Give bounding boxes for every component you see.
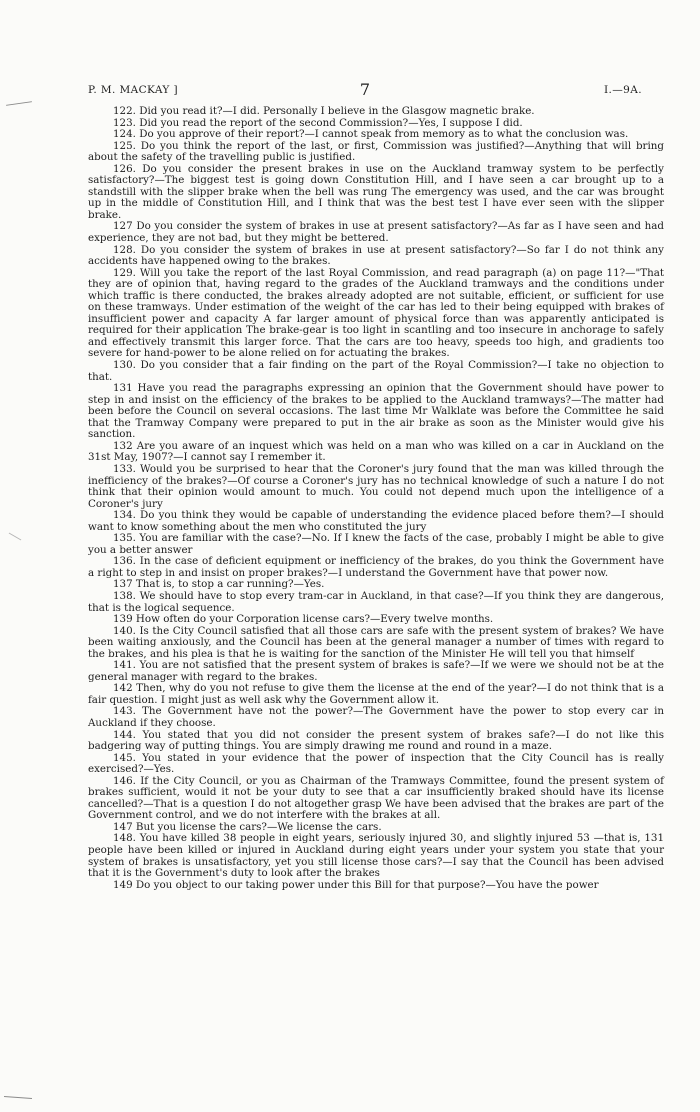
question-127: 127 Do you consider the system of brakes in use at present satisfactory?—As far as I have seen and had experience, they are not bad, but they might be bettered. [88, 220, 664, 245]
question-137: 137 That is, to stop a car running?—Yes. [113, 578, 325, 591]
margin-mark [4, 1096, 32, 1099]
question-126: 126. Do you consider the present brakes in use on the Auckland tramway system to be perfectly satisfactory?—The biggest test is going down Constitution Hill, and I have seen a car brought up to a standstill with the slipper brake when the bell was rung The emergency was used, and the car was brought up in the middle of Constitution Hill, and I think that was the best test I have ever seen with the slipper brake. [88, 162, 664, 221]
page-number: 7 [359, 80, 371, 99]
question-124: 124. Do you approve of their report?—I cannot speak from memory as to what the conclusion was. [113, 128, 629, 141]
question-123: 123. Did you read the report of the second Commission?—Yes, I suppose I did. [113, 116, 523, 129]
testimony-body [88, 106, 664, 891]
question-132: 132 Are you aware of an inquest which was held on a man who was killed on a car in Auckland on the 31st May, 1907?—I cannot say I remember it. [88, 439, 664, 464]
question-122: 122. Did you read it?—I did. Personally I believe in the Glasgow magnetic brake. [113, 105, 535, 117]
question-148: 148. You have killed 38 people in eight years, seriously injured 30, and slightly injured 53 —that is, 131 people have been killed or injured in Auckland during eight years under your system you state that your system of brakes is unsatisfactory, yet you still license those cars?—I say that the Council has been advised that it is the Government's duty to look after the brakes [88, 832, 664, 880]
question-146: 146. If the City Council, or you as Chairman of the Tramways Committee, found the present system of brakes sufficient, would it not be your duty to see that a car insufficiently braked should have its license cancelled?—That is a question I do not altogether grasp We have been advised that the brakes are part of the Government control, and we do not interfere with the brakes at all. [88, 774, 664, 822]
question-143: 143. The Government have not the power?—The Government have the power to stop every car in Auckland if they choose. [88, 705, 664, 729]
document-reference: I.—9A. [604, 84, 642, 96]
page-header [88, 80, 642, 102]
question-142: 142 Then, why do you not refuse to give them the license at the end of the year?—I do not think that is a fair question. I might just as well ask why the Government allow it. [88, 682, 664, 706]
question-129: 129. Will you take the report of the last Royal Commission, and read paragraph (a) on page 11?—"That they are of opinion that, having regard to the grades of the Auckland tramways and the conditions under which traffic is there conducted, the brakes already adopted are not suitable, efficient, or sufficient for use on these tramways. Under estimation of the weight of the car has led to their being equipped with brakes of insufficient power and capacity A far larger amount of physical force than was apparently anticipated is required for their application The brake-gear is too light in scantling and too insecure in anchorage to safely and effectively transmit this larger force. That the cars are too heavy, speeds too high, and gradients too severe for hand-power to be alone relied on for actuating the brakes. [88, 266, 664, 360]
question-128: 128. Do you consider the system of brakes in use at present satisfactory?—So far I do not think any accidents have happened owing to the brakes. [88, 243, 664, 268]
question-138: 138. We should have to stop every tram-car in Auckland, in that case?—If you think they are dangerous, that is the logical sequence. [88, 589, 664, 614]
witness-name: P. M. MACKAY ] [88, 84, 178, 96]
margin-mark [9, 533, 22, 541]
margin-mark [6, 101, 32, 106]
question-141: 141. You are not satisfied that the present system of brakes is safe?—If we were we should not be at the general manager with regard to the brakes. [88, 659, 664, 683]
question-145: 145. You stated in your evidence that the power of inspection that the City Council has is really exercised?—Yes. [88, 751, 664, 776]
question-140: 140. Is the City Council satisfied that all those cars are safe with the present system of brakes? We have been waiting anxiously, and the Council has been at the general manager a number of times with regard to the brakes, and his plea is that he is waiting for the sanction of the Minister He will tell you that himself [88, 624, 664, 660]
question-133: 133. Would you be surprised to hear that the Coroner's jury found that the man was killed through the inefficiency of the brakes?—Of course a Coroner's jury has no technical knowledge of such a nature I do not think that their opinion would amount to much. You could not depend much upon the intelligence of a Coroner's jury [88, 462, 664, 510]
question-147: 147 But you license the cars?—We license the cars. [113, 820, 382, 833]
question-144: 144. You stated that you did not consider the present system of brakes safe?—I do not like this badgering way of putting things. You are simply drawing me round and round in a maze. [88, 728, 664, 753]
question-149: 149 Do you object to our taking power under this Bill for that purpose?—You have the power [113, 878, 599, 891]
question-139: 139 How often do your Corporation license cars?—Every twelve months. [113, 613, 494, 626]
question-134: 134. Do you think they would be capable of understanding the evidence placed before them?—I should want to know something about the men who constituted the jury [88, 509, 664, 533]
question-125: 125. Do you think the report of the last, or first, Commission was justified?—Anything that will bring about the safety of the travelling public is justified. [88, 139, 664, 164]
question-135: 135. You are familiar with the case?—No. If I knew the facts of the case, probably I might be able to give you a better answer [88, 532, 664, 556]
question-131: 131 Have you read the paragraphs expressing an opinion that the Government should have power to step in and insist on the efficiency of the brakes to be applied to the Auckland tramways?—The matter had been before the Council on several occasions. The last time Mr Walklate was before the Committee he said that the Tramway Company were prepared to put in the air brake as soon as the Minister would give his sanction. [88, 382, 664, 441]
question-130: 130. Do you consider that a fair finding on the part of the Royal Commission?—I take no objection to that. [88, 359, 664, 383]
question-136: 136. In the case of deficient equipment or inefficiency of the brakes, do you think the Government have a right to step in and insist on proper brakes?—I understand the Government have that power now. [88, 555, 664, 579]
